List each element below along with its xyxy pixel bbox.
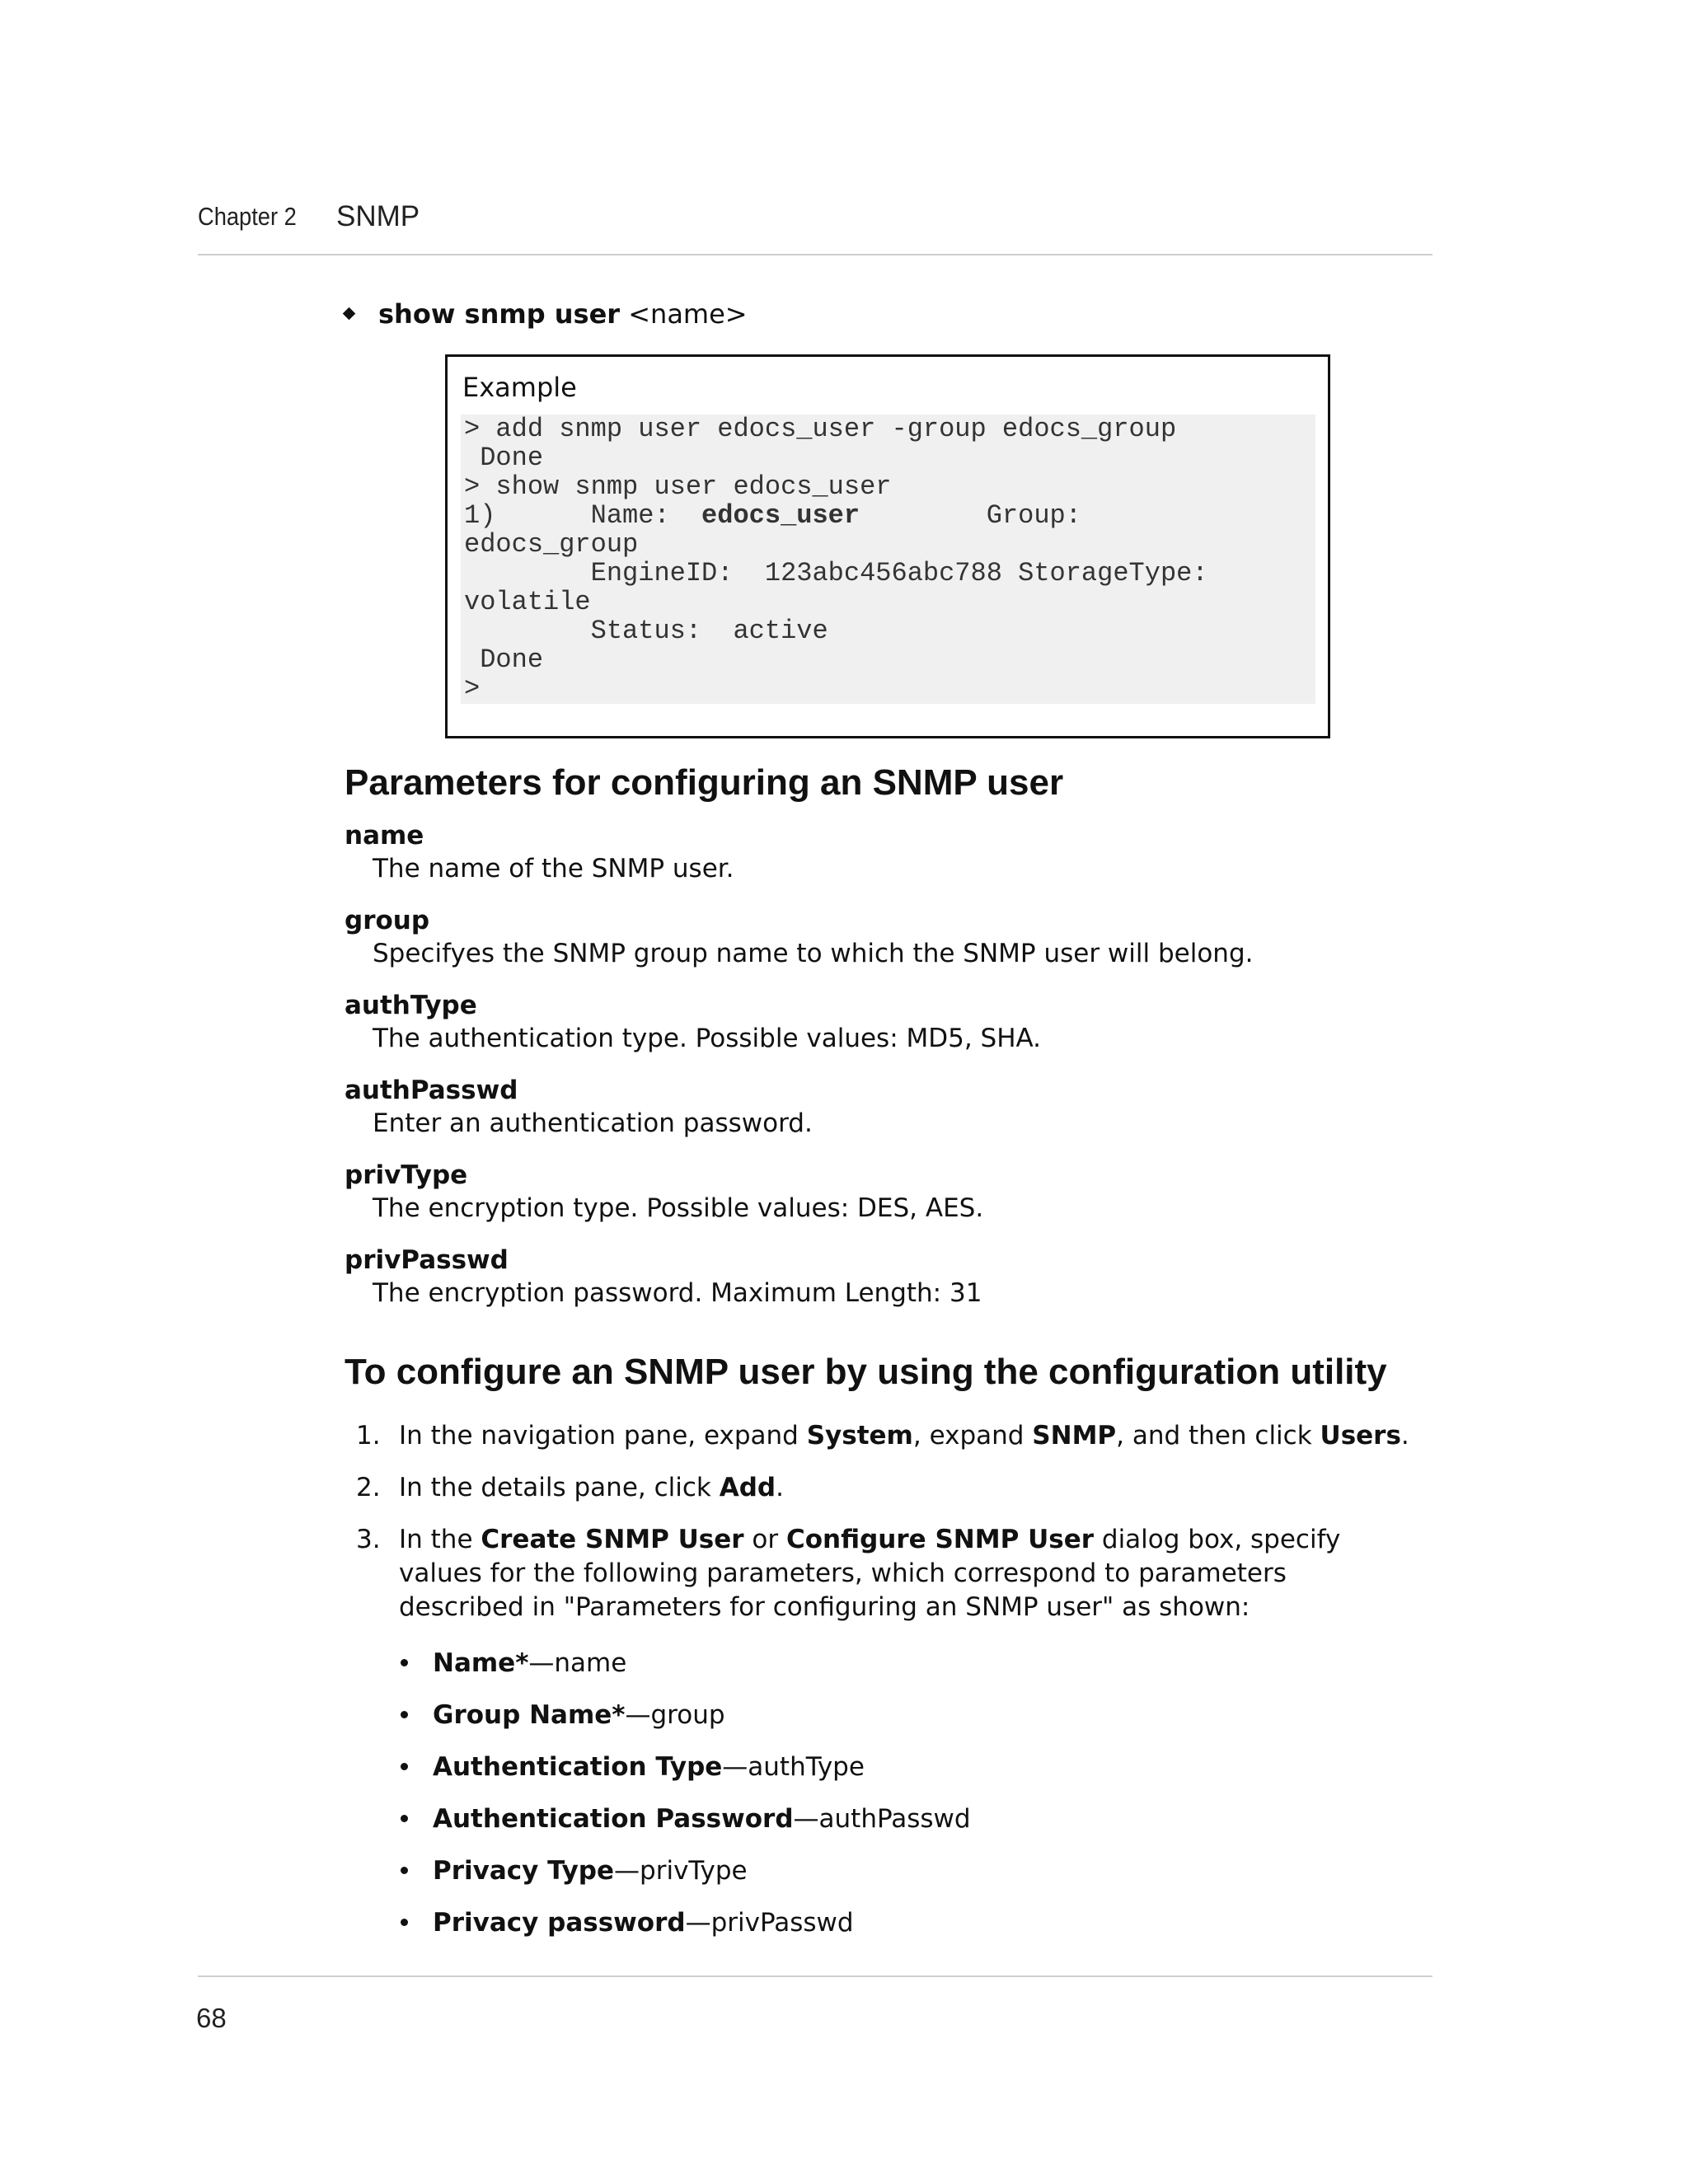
- mapping-item: Name*—name: [401, 1648, 626, 1678]
- param-desc: Specifyes the SNMP group name to which the SNMP user will belong.: [373, 939, 1254, 968]
- command-argument: <name>: [620, 298, 748, 330]
- param-name: privType: [345, 1160, 468, 1190]
- step-number: 3.: [356, 1525, 381, 1554]
- param-name: authPasswd: [345, 1076, 518, 1105]
- step-2: [356, 1471, 1436, 1505]
- code-text: [464, 415, 1208, 703]
- chapter-label: Chapter 2: [198, 202, 297, 231]
- step-text: In the Create SNMP User or Configure SNMP User dialog box, specify values for the following parameters, which correspond to parameters described in "Parameters for configuring an SNMP user" as shown:: [399, 1525, 1341, 1622]
- mapping-item: Privacy password—privPasswd: [401, 1908, 854, 1938]
- param-desc: The authentication type. Possible values: MD5, SHA.: [373, 1024, 1042, 1053]
- bullet-dot-icon: [401, 1763, 408, 1770]
- param-name: authType: [345, 991, 477, 1020]
- page-number: 68: [196, 2003, 227, 2033]
- command-bullet: [345, 298, 748, 330]
- step-3: [356, 1523, 1436, 1624]
- param-desc: The encryption type. Possible values: DES, AES.: [373, 1193, 984, 1223]
- param-name: privPasswd: [345, 1245, 509, 1275]
- bullet-dot-icon: [401, 1659, 408, 1666]
- header-divider: [198, 254, 1432, 255]
- bullet-dot-icon: [401, 1711, 408, 1718]
- step-1: [356, 1419, 1436, 1453]
- step-text: In the details pane, click Add.: [399, 1473, 784, 1502]
- code-block: [461, 415, 1315, 704]
- mapping-item: Authentication Password—authPasswd: [401, 1804, 971, 1834]
- step-number: 2.: [356, 1473, 381, 1502]
- params-heading: Parameters for configuring an SNMP user: [345, 762, 1064, 803]
- step-number: 1.: [356, 1421, 381, 1451]
- code-part-2: Group: edocs_group EngineID: 123abc456abc788 StorageType: volatile Status: active Done >: [464, 500, 1208, 704]
- param-name: name: [345, 821, 424, 851]
- mapping-item: Privacy Type—privType: [401, 1856, 748, 1886]
- mapping-item: Authentication Type—authType: [401, 1752, 865, 1782]
- config-heading: To configure an SNMP user by using the configuration utility: [345, 1352, 1387, 1392]
- param-desc: The encryption password. Maximum Length: 31: [373, 1278, 982, 1308]
- command-name: show snmp user: [378, 298, 621, 330]
- diamond-bullet-icon: [343, 307, 356, 321]
- code-part-1: > add snmp user edocs_user -group edocs_group Done > show snmp user edocs_user 1) Name:: [464, 414, 1177, 531]
- param-desc: The name of the SNMP user.: [373, 854, 734, 883]
- chapter-title: SNMP: [336, 200, 420, 232]
- bullet-dot-icon: [401, 1919, 408, 1926]
- example-label: Example: [462, 372, 577, 403]
- param-name: group: [345, 906, 430, 935]
- code-user-name: edocs_user: [701, 500, 860, 531]
- param-desc: Enter an authentication password.: [373, 1108, 813, 1138]
- footer-divider: [198, 1975, 1432, 1977]
- example-box: [445, 354, 1330, 738]
- mapping-item: Group Name*—group: [401, 1700, 725, 1730]
- step-text: In the navigation pane, expand System, expand SNMP, and then click Users.: [399, 1421, 1409, 1451]
- bullet-dot-icon: [401, 1867, 408, 1874]
- bullet-dot-icon: [401, 1815, 408, 1822]
